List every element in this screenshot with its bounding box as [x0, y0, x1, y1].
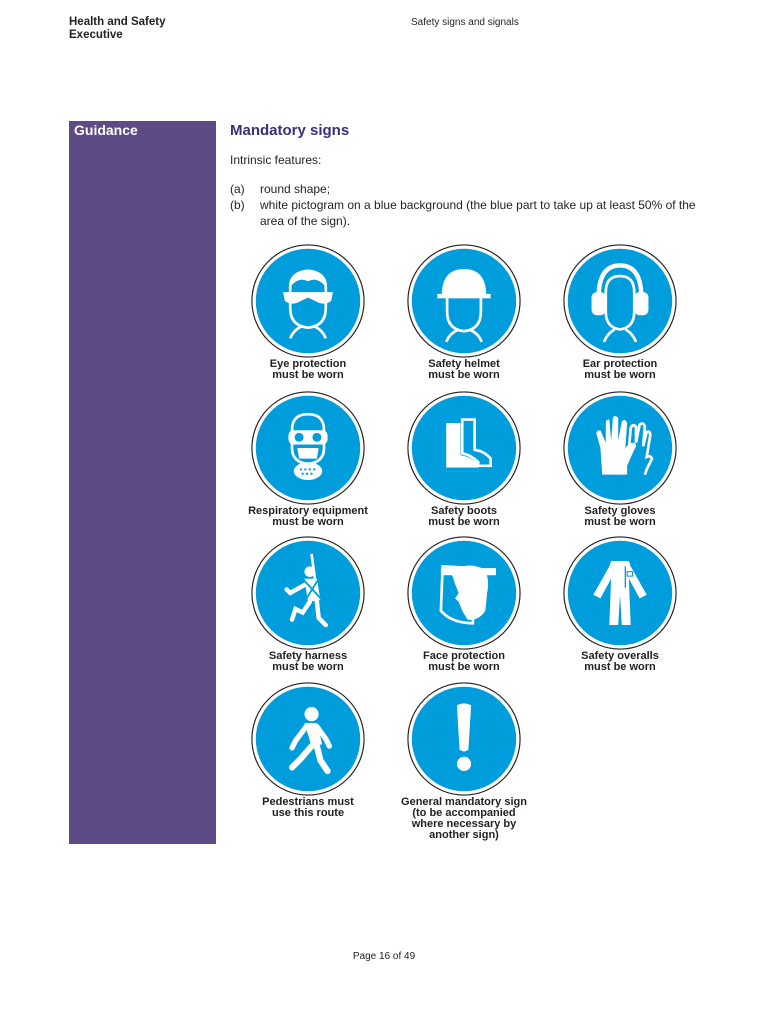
sign-caption: General mandatory sign (to be accompanied where necessary by another sign) [401, 796, 527, 841]
eye-protection-icon [248, 243, 368, 359]
feature-text: white pictogram on a blue background (the blue part to take up at least 50% of the area of the sign). [260, 198, 696, 228]
safety-boots-icon [404, 390, 524, 506]
sign-caption: Safety overalls must be worn [581, 650, 659, 673]
guidance-sidebar [69, 121, 216, 844]
sign-caption: Safety harness must be worn [268, 650, 348, 673]
safety-helmet-icon [404, 243, 524, 359]
sign-caption: Safety helmet must be worn [428, 358, 500, 381]
exclamation-icon [404, 681, 524, 797]
safety-harness-icon [248, 535, 368, 651]
sign-general-mandatory [389, 681, 539, 841]
page-number: Page 16 of 49 [352, 951, 416, 962]
sign-safety-gloves [545, 390, 695, 528]
guidance-label: Guidance [74, 122, 138, 138]
document-title: Safety signs and signals [411, 17, 519, 28]
sign-safety-helmet [389, 243, 539, 381]
sign-caption: Pedestrians must use this route [262, 796, 354, 819]
sign-caption: Respiratory equipment must be worn [248, 505, 368, 528]
sign-caption: Safety boots must be worn [428, 505, 500, 528]
sign-caption: Eye protection must be worn [269, 358, 347, 381]
sign-ear-protection [545, 243, 695, 381]
organisation-name-line1: Health and Safety [69, 16, 166, 28]
ear-protection-icon [560, 243, 680, 359]
safety-gloves-icon [560, 390, 680, 506]
feature-text: round shape; [260, 182, 331, 196]
sign-respiratory-equipment [233, 390, 383, 528]
features-list [230, 181, 700, 229]
sign-caption: Ear protection must be worn [582, 358, 658, 381]
organisation-name-line2: Executive [69, 29, 123, 41]
sign-face-protection [389, 535, 539, 673]
feature-item [230, 181, 700, 197]
feature-marker: (a) [230, 182, 245, 196]
sign-caption: Face protection must be worn [423, 650, 505, 673]
face-protection-icon [404, 535, 524, 651]
safety-overalls-icon [560, 535, 680, 651]
respiratory-equipment-icon [248, 390, 368, 506]
intro-text: Intrinsic features: [230, 153, 322, 167]
sign-safety-overalls [545, 535, 695, 673]
sign-eye-protection [233, 243, 383, 381]
feature-item [230, 197, 700, 229]
sign-safety-harness [233, 535, 383, 673]
sign-caption: Safety gloves must be worn [584, 505, 656, 528]
feature-marker: (b) [230, 198, 245, 212]
pedestrian-icon [248, 681, 368, 797]
sign-safety-boots [389, 390, 539, 528]
sign-pedestrians [233, 681, 383, 819]
section-title: Mandatory signs [230, 122, 350, 139]
organisation-name [69, 16, 209, 42]
